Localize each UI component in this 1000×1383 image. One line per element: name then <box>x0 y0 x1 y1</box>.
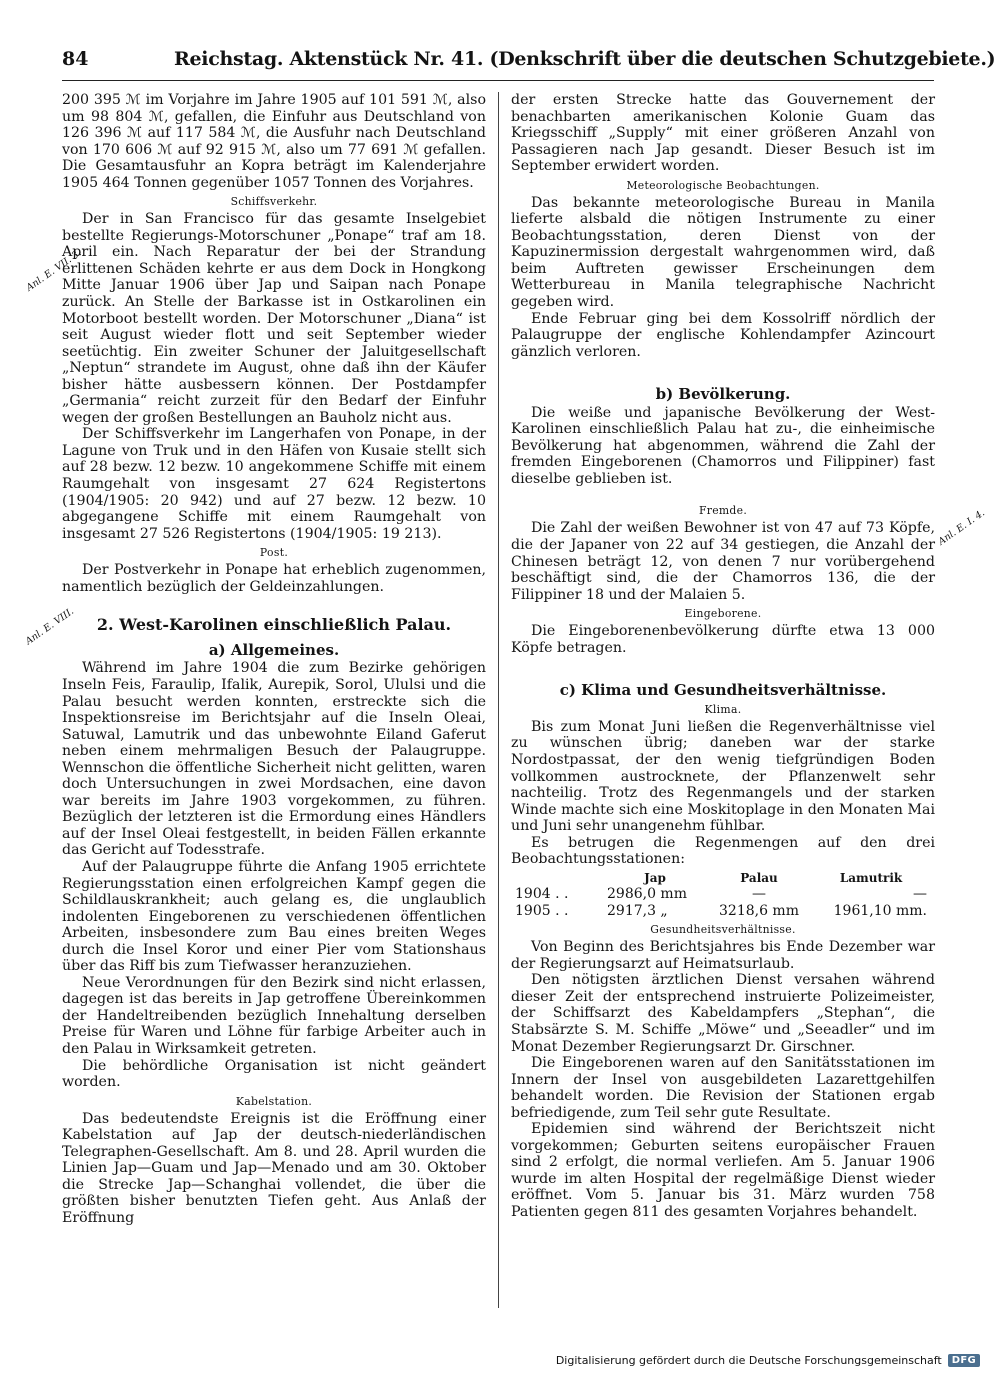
subsection-heading: b) Bevölkerung. <box>655 385 791 404</box>
rainfall-table <box>511 870 935 920</box>
table-header-cell: Palau <box>740 870 778 885</box>
table-cell: — <box>913 886 927 903</box>
subheading-eingeborene: Eingeborene. <box>684 607 762 621</box>
paragraph: Die behördliche Organisation ist nicht geändert worden. <box>62 1057 486 1091</box>
subheading-post: Post. <box>259 546 289 560</box>
table-cell: 2986,0 mm <box>607 886 687 903</box>
subheading-gesundheit: Gesundheitsverhältnisse. <box>650 923 796 937</box>
funding-note: Digitalisierung gefördert durch die Deutsche Forschungsgemeinschaft <box>555 1354 942 1367</box>
table-cell: — <box>752 886 766 903</box>
paragraph: Der in San Francisco für das gesamte Inselgebiet bestellte Regierungs-Motorschuner „Ponape“ traf am 18. April ein. Nach Reparatur der bei der Strandung erlittenen Schäden kehrte er aus dem Dock in Hongkong Mitte Januar 1906 über Jap und Saipan nach Ponape zurück. An Stelle der Barkasse ist in Ostkarolinen ein Motorboot bestellt worden. Der Motorschuner „Diana“ ist seit August wieder flott und seit September wieder seetüchtig. Ein zweiter Schuner der Jaluitgesellschaft „Neptun“ strandete im August, ohne daß ihn der Käufer bisher hätte ausbessern können. Der Postdampfer „Germania“ reicht zurzeit für den Bedarf der Einfuhr wegen der großen Bestellungen an Bauholz nicht aus. <box>62 211 486 426</box>
margin-note: Anl. E. I. 4. <box>936 507 987 548</box>
subheading-schiffsverkehr: Schiffsverkehr. <box>230 195 318 209</box>
table-cell: 1961,10 mm. <box>833 902 927 919</box>
subheading-meteorologie: Meteorologische Beobachtungen. <box>626 178 820 192</box>
margin-note: Anl. E. VII. 3. <box>24 247 84 294</box>
table-header-cell: Lamutrik <box>839 870 903 885</box>
page-number: 84 <box>62 48 89 70</box>
table-header-cell <box>511 870 607 887</box>
paragraph: der ersten Strecke hatte das Gouvernement der benachbarten amerikanischen Kolonie Guam das Kriegsschiff „Supply“ mit einer größeren Anzahl von Passagieren nach Jap gesandt. Dieser Besuch ist im September erwidert worden. <box>511 92 935 175</box>
footer <box>556 1354 980 1367</box>
table-header-cell: Jap <box>644 870 666 885</box>
paragraph: Die weiße und japanische Bevölkerung der West-Karolinen einschließlich Palau hat zu-, die einheimische Bevölkerung hat abgenommen, während die Zahl der fremden Eingeborenen (Chamorros und Filippiner) fast dieselbe geblieben ist. <box>511 404 935 487</box>
left-column <box>62 92 486 1226</box>
running-title: Reichstag. Aktenstück Nr. 41. (Denkschrift über die deutschen Schutzgebiete.) <box>174 48 996 70</box>
paragraph: Es betrugen die Regenmengen auf den drei Beobachtungsstationen: <box>511 834 935 868</box>
paragraph: Der Schiffsverkehr im Langerhafen von Ponape, in der Lagune von Truk und in den Häfen von Kusaie stellt sich auf 28 bezw. 12 bezw. 10 angekommene Schiffe mit einem Raumgehalt von insgesamt 27 624 Registertons (1904/1905: 20 942) und auf 27 bezw. 12 bezw. 10 abgegangene Schiffe mit einem Raumgehalt von insgesamt 27 526 Registertons (1904/1905: 19 213). <box>62 426 486 542</box>
table-cell: 1904 . . <box>515 886 569 903</box>
table-cell: 2917,3 „ <box>607 902 668 919</box>
paragraph: Von Beginn des Berichtsjahres bis Ende Dezember war der Regierungsarzt auf Heimatsurlaub. <box>511 939 935 972</box>
subheading-kabelstation: Kabelstation. <box>235 1094 313 1108</box>
table-header-row <box>511 870 935 887</box>
paragraph: Das bekannte meteorologische Bureau in Manila lieferte alsbald die nötigen Instrumente zu einer Beobachtungsstation, deren Dienst von der Kapuzinermission dergestalt wahrgenommen wird, daß beim Auftreten gewisser Erscheinungen dem Wetterbureau in Manila telegraphische Nachricht gegeben wird. <box>511 194 935 311</box>
paragraph: Das bedeutendste Ereignis ist die Eröffnung einer Kabelstation auf Jap der deutsch-niederländischen Telegraphen-Gesellschaft. Am 8. und 28. April wurden die Linien Jap—Guam und Jap—Menado und am 30. Oktober die Strecke Jap—Schanghai vollendet, die über die größten bisher benutzten Tiefen geht. Aus Anlaß der Eröffnung <box>62 1110 486 1226</box>
table-row <box>511 903 935 920</box>
paragraph: Ende Februar ging bei dem Kossolriff nördlich der Palaugruppe der englische Kohlendampfer Azincourt gänzlich verloren. <box>511 310 935 360</box>
subheading-klima: Klima. <box>704 702 742 716</box>
paragraph: 200 395 ℳ im Vorjahre im Jahre 1905 auf 101 591 ℳ, also um 98 804 ℳ, gefallen, die Einfuhr aus Deutschland von 126 396 ℳ auf 117 584 ℳ, die Ausfuhr nach Deutschland von 170 606 ℳ auf 92 915 ℳ, also um 77 691 ℳ gefallen. Die Gesamtausfuhr an Kopra beträgt im Kalenderjahre 1905 464 Tonnen gegenüber 1057 Tonnen des Vorjahres. <box>62 92 486 191</box>
paragraph: Bis zum Monat Juni ließen die Regenverhältnisse viel zu wünschen übrig; daneben war der starke Nordostpassat, der den wenig tiefgründigen Boden vollkommen austrocknete, der Pflanzenwelt sehr nachteilig. Trotz des Regenmangels und der starken Winde machte sich eine Moskitoplage in den Monaten Mai und Juni sehr unangenehm fühlbar. <box>511 718 935 835</box>
section-heading: 2. West-Karolinen einschließlich Palau. <box>96 615 452 635</box>
paragraph: Der Postverkehr in Ponape hat erheblich zugenommen, namentlich bezüglich der Geldeinzahlungen. <box>62 562 486 595</box>
subheading-fremde: Fremde. <box>698 504 748 518</box>
paragraph: Die Zahl der weißen Bewohner ist von 47 auf 73 Köpfe, die der Japaner von 22 auf 34 gestiegen, die Anzahl der Chinesen beträgt 12, von denen 7 nur vorübergehend beschäftigt sind, die der Chamorros 136, die der Filippiner 18 und der Malaien 5. <box>511 520 935 603</box>
paragraph: Auf der Palaugruppe führte die Anfang 1905 errichtete Regierungsstation einen erfolgreichen Kampf gegen die Schildlauskrankheit; auch gelang es, die unglaublich indolenten Eingeborenen zu verschiedenen öffentlichen Arbeiten, insbesondere zum Bau eines breiten Weges durch die Insel Koror und einer Pier vom Stationshaus über das Riff bis zum Tiefwasser heranzuziehen. <box>62 858 486 975</box>
paragraph: Epidemien sind während der Berichtszeit nicht vorgekommen; Geburten seitens europäischer Frauen sind 2 erfolgt, die normal verliefen. Am 5. Januar 1906 wurde im alten Hospital der regelmäßige Dienst wieder eröffnet. Vom 5. Januar bis 31. März wurden 758 Patienten gegen 811 des gesamten Vorjahres behandelt. <box>511 1121 935 1221</box>
table-row <box>511 886 935 903</box>
margin-note: Anl. E. VIII. <box>23 605 76 648</box>
paragraph: Während im Jahre 1904 die zum Bezirke gehörigen Inseln Feis, Faraulip, Ifalik, Aurepik, Sorol, Ululsi und die Palau besucht werden konnten, erstreckte sich die Inspektionsreise im Berichtsjahr auf die Inseln Oleai, Satuwal, Lamutrik und das unbewohnte Eiland Gaferut neben einem mehrmaligen Besuch der Palaugruppe. Wennschon die öffentliche Sicherheit nicht gelitten, waren doch Untersuchungen in zwei Mordsachen, eine davon war bereits im Jahre 1903 vorgekommen, zu führen. Bezüglich der letzteren ist die Ermordung eines Händlers auf der Insel Oleai festgestellt, in beiden Fällen erkannte das Gericht auf Todesstrafe. <box>62 660 486 859</box>
dfg-logo-icon: DFG <box>948 1354 980 1367</box>
column-divider <box>498 92 499 1308</box>
table-cell: 1905 . . <box>515 902 569 919</box>
subsection-heading: c) Klima und Gesundheitsverhältnisse. <box>559 681 887 700</box>
paragraph: Neue Verordnungen für den Bezirk sind nicht erlassen, dagegen ist das bereits in Jap getroffene Übereinkommen der Handeltreibenden bezüglich Innehaltung derselben Preise für Waren und Löhne für farbige Arbeiter auch in den Palau in Wirksamkeit getreten. <box>62 974 486 1057</box>
subsection-heading: a) Allgemeines. <box>208 640 340 659</box>
paragraph: Die Eingeborenenbevölkerung dürfte etwa 13 000 Köpfe betragen. <box>511 623 935 656</box>
table-cell: 3218,6 mm <box>719 902 799 919</box>
paragraph: Die Eingeborenen waren auf den Sanitätsstationen im Innern der Insel von ausgebildeten Lazarettgehilfen behandelt worden. Die Revision der Stationen ergab befriedigende, zum Teil sehr gute Resultate. <box>511 1055 935 1121</box>
right-column <box>511 92 935 1221</box>
page-header <box>62 44 996 81</box>
paragraph: Den nötigsten ärztlichen Dienst versahen während dieser Zeit der entsprechend instruierte Polizeimeister, der Schiffsarzt des Kabeldampfers „Stephan“, die Stabsärzte S. M. Schiffe „Möwe“ und „Seeadler“ und im Monat Dezember Regierungsarzt Dr. Girschner. <box>511 972 935 1055</box>
